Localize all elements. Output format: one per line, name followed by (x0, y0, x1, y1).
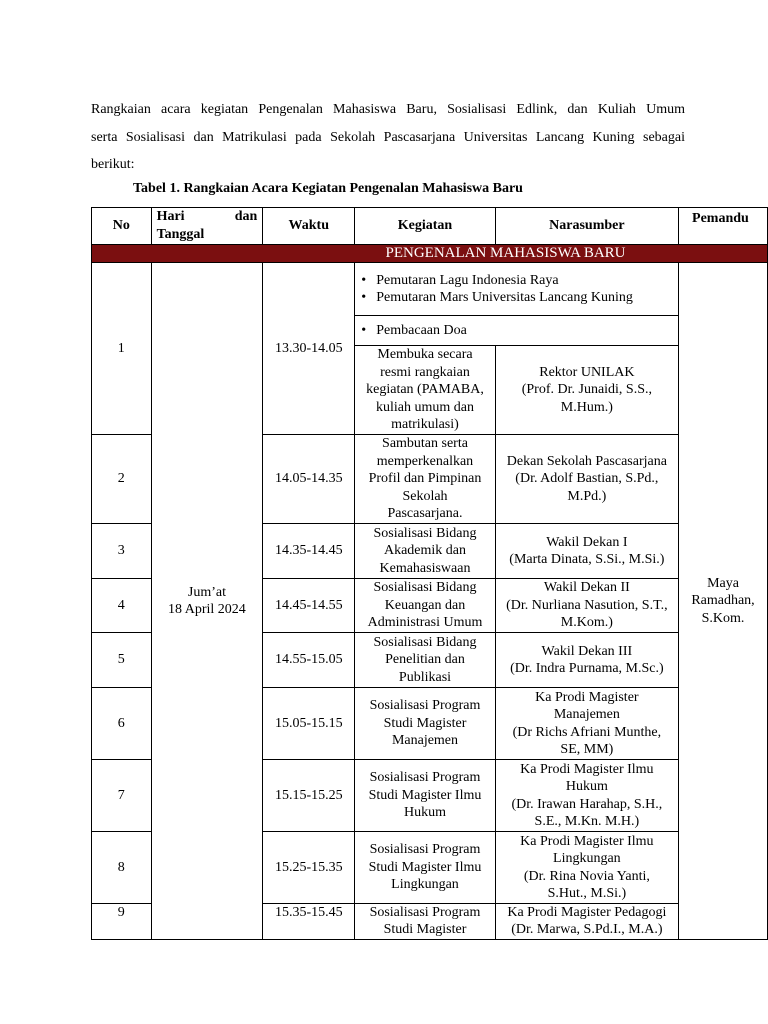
kegiatan-line: Sosialisasi Bidang (373, 634, 477, 650)
row-kegiatan (355, 579, 495, 633)
kegiatan-line: kuliah umum dan (375, 399, 474, 415)
intro-line-1: Rangkaian acara kegiatan Pengenalan Mahasiswa Baru, Sosialisasi Edlink, dan Kuliah Umum (91, 102, 685, 117)
narasumber-line: Wakil Dekan III (541, 643, 633, 659)
intro-paragraph (91, 96, 685, 179)
header-narasumber: Narasumber (495, 208, 678, 245)
header-row (92, 208, 768, 245)
kegiatan-line: resmi rangkaian (380, 364, 470, 380)
narasumber-line: (Prof. Dr. Junaidi, S.S., (521, 382, 653, 398)
narasumber-line: Ka Prodi Magister Pedagogi (507, 905, 667, 920)
narasumber-line: (Dr. Rina Novia Yanti, (523, 868, 650, 884)
header-hari-tanggal (151, 208, 263, 245)
row-waktu: 14.45-14.55 (263, 579, 355, 633)
bullet-list (361, 272, 676, 307)
day-name: Jum’at (187, 584, 226, 600)
narasumber-line: Ka Prodi Magister Ilmu (520, 833, 654, 849)
row-kegiatan (355, 688, 495, 760)
row-waktu: 14.05-14.35 (263, 435, 355, 524)
kegiatan-line: Administrasi Umum (367, 615, 483, 631)
table-row (92, 263, 768, 316)
kegiatan-line: Publikasi (398, 669, 452, 685)
row-narasumber (495, 904, 678, 940)
kegiatan-line: Sosialisasi Program (369, 905, 481, 920)
row-kegiatan (355, 524, 495, 579)
narasumber-line: Ka Prodi Magister (535, 689, 639, 705)
list-item: • Pembacaan Doa (361, 322, 676, 339)
narasumber-line: (Dr Richs Afriani Munthe, (512, 724, 662, 740)
row-narasumber (495, 524, 678, 579)
list-item: • Pemutaran Mars Universitas Lancang Kuning (361, 289, 676, 306)
kegiatan-line: Akademik dan (383, 543, 466, 559)
kegiatan-line: Manajemen (391, 733, 459, 749)
row-no: 7 (92, 760, 152, 832)
header-no: No (92, 208, 152, 245)
row-no: 6 (92, 688, 152, 760)
section-title (92, 245, 768, 263)
narasumber-line: Manajemen (553, 707, 620, 723)
row-no: 9 (92, 904, 152, 940)
kegiatan-line: Sambutan serta (382, 436, 468, 452)
header-dan: dan (234, 209, 258, 224)
row-waktu: 15.25-15.35 (263, 832, 355, 904)
row-waktu: 15.35-15.45 (263, 904, 355, 940)
row-narasumber (495, 688, 678, 760)
row-narasumber (495, 435, 678, 524)
header-pemandu: Pemandu (679, 208, 768, 245)
kegiatan-line: Sosialisasi Program (369, 770, 481, 786)
kegiatan-line: Sosialisasi Bidang (373, 525, 477, 541)
narasumber-line: (Dr. Irawan Harahap, S.H., (511, 796, 663, 812)
row-kegiatan (355, 832, 495, 904)
narasumber-line: Hukum (565, 779, 608, 795)
row-kegiatan (355, 346, 495, 435)
narasumber-line: S.Hut., M.Si.) (547, 885, 627, 901)
kegiatan-line: Sosialisasi Program (369, 842, 481, 858)
day-cell (151, 263, 263, 940)
kegiatan-line: Studi Magister Ilmu (368, 859, 482, 875)
narasumber-line: (Dr. Indra Purnama, M.Sc.) (510, 661, 664, 676)
narasumber-line: S.E., M.Kn. M.H.) (534, 813, 640, 829)
header-waktu: Waktu (263, 208, 355, 245)
pemandu-line-1: Maya (707, 575, 739, 591)
narasumber-line: Rektor UNILAK (539, 364, 635, 380)
day-date: 18 April 2024 (168, 602, 246, 617)
row-no: 8 (92, 832, 152, 904)
row-waktu: 15.15-15.25 (263, 760, 355, 832)
row-waktu: 14.55-15.05 (263, 633, 355, 688)
narasumber-line: (Dr. Adolf Bastian, S.Pd., (515, 471, 659, 487)
pemandu-line-3: S.Kom. (701, 610, 745, 626)
narasumber-line: Wakil Dekan II (543, 580, 630, 596)
kegiatan-line: Studi Magister Ilmu (368, 787, 482, 803)
row-no: 2 (92, 435, 152, 524)
kegiatan-line: Membuka secara (377, 347, 473, 363)
row-waktu: 15.05-15.15 (263, 688, 355, 760)
row-narasumber (495, 760, 678, 832)
narasumber-line: (Dr. Marwa, S.Pd.I., M.A.) (511, 922, 663, 938)
kegiatan-line: Studi Magister (383, 715, 467, 731)
intro-line-3: berikut: (91, 157, 135, 172)
narasumber-line: Wakil Dekan I (546, 534, 628, 550)
row-narasumber (495, 832, 678, 904)
row-no: 5 (92, 633, 152, 688)
kegiatan-line: Pascasarjana. (387, 506, 463, 522)
kegiatan-line: memperkenalkan (376, 453, 474, 469)
kegiatan-line: Kemahasiswaan (379, 560, 471, 576)
kegiatan-line: Sosialisasi Program (369, 698, 481, 714)
bullet-list (361, 322, 676, 339)
section-title-text: PENGENALAN MAHASISWA BARU (385, 245, 626, 261)
kegiatan-line: kegiatan (PAMABA, (366, 382, 484, 398)
narasumber-line: (Dr. Nurliana Nasution, S.T., (506, 597, 668, 613)
kegiatan-line: Lingkungan (391, 877, 459, 893)
kegiatan-line: matrikulasi) (391, 417, 459, 433)
narasumber-line: Lingkungan (553, 851, 621, 867)
narasumber-line: M.Kom.) (560, 615, 613, 631)
row-no: 1 (92, 263, 152, 435)
header-tanggal: Tanggal (156, 227, 205, 242)
list-item: • Pemutaran Lagu Indonesia Raya (361, 272, 676, 289)
schedule-table (91, 207, 768, 940)
section-row (92, 245, 768, 263)
row-narasumber (495, 579, 678, 633)
pemandu-cell (679, 263, 768, 940)
narasumber-line: SE, MM) (560, 741, 614, 757)
header-kegiatan: Kegiatan (355, 208, 495, 245)
row-doa (355, 316, 679, 346)
row-narasumber (495, 633, 678, 688)
row-kegiatan (355, 904, 495, 940)
header-hari: Hari (156, 209, 185, 224)
row-bullets (355, 263, 679, 316)
kegiatan-line: Keuangan dan (384, 597, 466, 613)
narasumber-line: Dekan Sekolah Pascasarjana (506, 453, 667, 469)
narasumber-line: M.Hum.) (560, 399, 613, 415)
pemandu-line-2: Ramadhan, (691, 593, 755, 609)
kegiatan-line: Hukum (403, 805, 446, 821)
narasumber-line: (Marta Dinata, S.Si., M.Si.) (509, 552, 665, 567)
table-caption: Tabel 1. Rangkaian Acara Kegiatan Pengenalan Mahasiswa Baru (133, 181, 523, 196)
row-kegiatan (355, 760, 495, 832)
narasumber-line: M.Pd.) (567, 488, 607, 504)
row-kegiatan (355, 435, 495, 524)
row-waktu: 14.35-14.45 (263, 524, 355, 579)
row-narasumber (495, 346, 678, 435)
row-no: 3 (92, 524, 152, 579)
kegiatan-line: Sekolah (402, 488, 448, 504)
kegiatan-line: Studi Magister (383, 922, 467, 938)
row-no: 4 (92, 579, 152, 633)
kegiatan-line: Penelitian dan (385, 652, 465, 668)
kegiatan-line: Sosialisasi Bidang (373, 580, 477, 596)
row-kegiatan (355, 633, 495, 688)
row-waktu: 13.30-14.05 (263, 263, 355, 435)
intro-line-2: serta Sosialisasi dan Matrikulasi pada Sekolah Pascasarjana Universitas Lancang Kuning sebagai (91, 129, 685, 145)
narasumber-line: Ka Prodi Magister Ilmu (520, 761, 654, 777)
kegiatan-line: Profil dan Pimpinan (368, 471, 482, 487)
